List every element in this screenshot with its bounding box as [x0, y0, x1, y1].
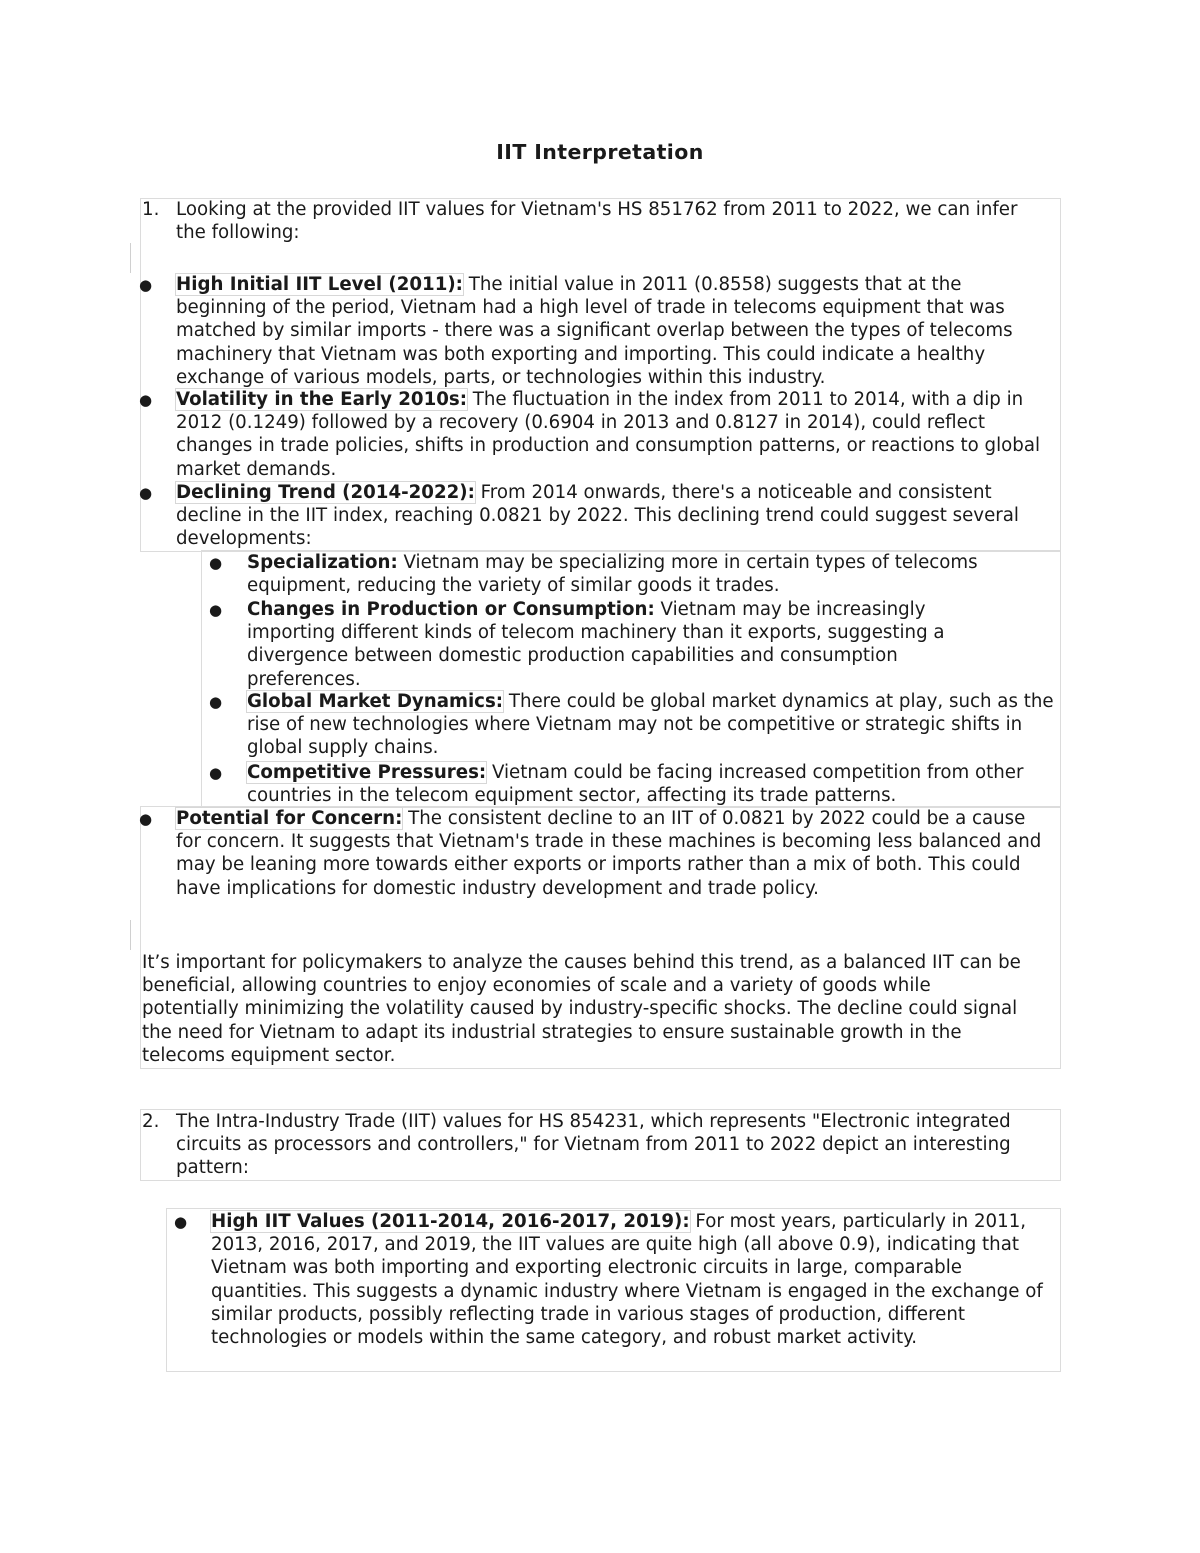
sub-bullet-body: There could be global market dynamics at play, such as the rise of new technologies where Vietnam may not be competitive or strategic shifts in global supply chains.: [247, 691, 1054, 759]
bullet-text: [176, 481, 1038, 551]
sub-bullet-label: Competitive Pressures:: [247, 762, 487, 783]
bullet-text: [176, 388, 1052, 481]
bullet-label: Volatility in the Early 2010s:: [176, 389, 467, 410]
bullet-body: The consistent decline to an IIT of 0.0821 by 2022 could be a cause for concern. It suggests that Vietnam's trade in these machines is becoming less balanced and may be leaning more towards either exports or imports rather than a mix of both. This could have implications for domestic industry development and trade policy.: [176, 808, 1042, 899]
sub-bullet-text: [247, 551, 1047, 597]
bullet-dot-icon: ●: [139, 484, 153, 502]
bullet-dot-icon: ●: [209, 693, 223, 711]
bullet-label: Declining Trend (2014-2022):: [176, 482, 475, 503]
bullet-body: The initial value in 2011 (0.8558) suggests that at the beginning of the period, Vietnam had a high level of trade in telecoms equipment that was matched by similar imports - there was a significant overlap between the types of telecoms machinery that Vietnam was both exporting and importing. This could indicate a healthy exchange of various models, parts, or technologies within this industry.: [176, 274, 1013, 388]
bullet-body: The fluctuation in the index from 2011 to 2014, with a dip in 2012 (0.1249) followed by a recovery (0.6904 in 2013 and 0.8127 in 2014), could reflect changes in trade policies, shifts in production and consumption patterns, or reactions to global market demands.: [176, 389, 1041, 480]
document-title: IIT Interpretation: [496, 140, 704, 164]
bullet-label: High IIT Values (2011-2014, 2016-2017, 2019):: [211, 1211, 690, 1232]
bullet-text: [176, 273, 1052, 389]
margin-mark: [130, 920, 131, 950]
sub-bullet-text: [247, 598, 1007, 691]
bullet-dot-icon: ●: [139, 276, 153, 294]
bullet-dot-icon: ●: [209, 764, 223, 782]
closing-paragraph: It’s important for policymakers to analyze the causes behind this trend, as a balanced IIT can be beneficial, allowing countries to enjoy economies of scale and a variety of goods while potentially minimizing the volatility caused by industry-specific shocks. The decline could signal the need for Vietnam to adapt its industrial strategies to ensure sustainable growth in the telecoms equipment sector.: [142, 952, 1021, 1066]
list-number: 1.: [142, 199, 160, 220]
bullet-dot-icon: ●: [139, 810, 153, 828]
bullet-text: [176, 807, 1046, 900]
sub-bullet-label: Changes in Production or Consumption:: [247, 599, 655, 620]
sub-bullet-text: [247, 761, 1037, 807]
list-item-text: Looking at the provided IIT values for Vietnam's HS 851762 from 2011 to 2022, we can infer the following:: [176, 199, 1018, 244]
sub-bullet-text: [247, 690, 1057, 760]
bullet-label: High Initial IIT Level (2011):: [176, 274, 463, 295]
bullet-dot-icon: ●: [139, 391, 153, 409]
list-item-1: [0, 198, 1200, 245]
margin-mark: [130, 243, 131, 273]
bullet-body: For most years, particularly in 2011, 2013, 2016, 2017, and 2019, the IIT values are quite high (all above 0.9), indicating that Vietnam was both importing and exporting electronic circuits in large, comparable quantities. This suggests a dynamic industry where Vietnam is engaged in the exchange of similar products, possibly reflecting trade in various stages of production, different technologies or models within the same category, and robust market activity.: [211, 1211, 1043, 1349]
bullet-text: [211, 1210, 1049, 1349]
bullet-dot-icon: ●: [209, 601, 223, 619]
bullet-dot-icon: ●: [209, 554, 223, 572]
sub-bullet-label: Global Market Dynamics:: [247, 691, 504, 712]
bullet-body: From 2014 onwards, there's a noticeable and consistent decline in the IIT index, reaching 0.0821 by 2022. This declining trend could suggest several developments:: [176, 482, 1019, 550]
list-item-text: The Intra-Industry Trade (IIT) values for HS 854231, which represents "Electronic integrated circuits as processors and controllers," for Vietnam from 2011 to 2022 depict an interesting pattern:: [176, 1111, 1011, 1179]
sub-bullet-body: Vietnam could be facing increased competition from other countries in the telecom equipment sector, affecting its trade patterns.: [247, 762, 1024, 807]
sub-bullet-body: Vietnam may be increasingly importing different kinds of telecom machinery than it exports, suggesting a divergence between domestic production capabilities and consumption preferences.: [247, 599, 945, 690]
bullet-label: Potential for Concern:: [176, 808, 403, 829]
sub-bullet-body: Vietnam may be specializing more in certain types of telecoms equipment, reducing the variety of similar goods it trades.: [247, 552, 978, 597]
bullet-dot-icon: ●: [174, 1213, 188, 1231]
list-number: 2.: [142, 1111, 160, 1132]
sub-bullet-label: Specialization:: [247, 552, 398, 573]
